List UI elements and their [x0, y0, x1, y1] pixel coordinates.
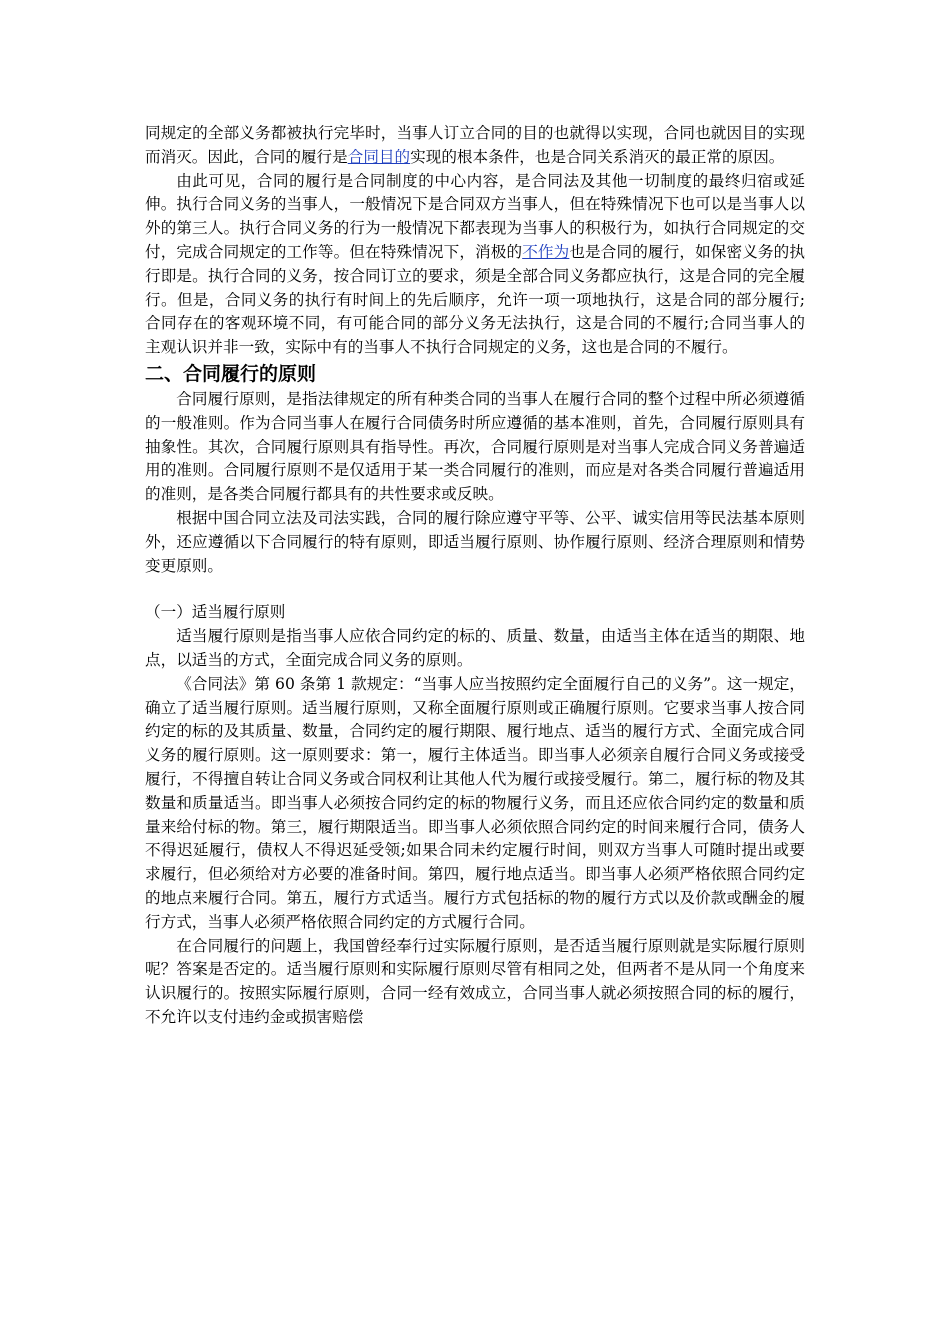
- paragraph-2: [145, 170, 805, 360]
- paragraph-3: 合同履行原则，是指法律规定的所有种类合同的当事人在履行合同的整个过程中所必须遵循的一般准则。作为合同当事人在履行合同债务时所应遵循的基本准则，首先，合同履行原则具有抽象性。其次，合同履行原则具有指导性。再次，合同履行原则是对当事人完成合同义务普遍适用的准则。合同履行原则不是仅适用于某一类合同履行的准则，而应是对各类合同履行普遍适用的准则，是各类合同履行都具有的共性要求或反映。: [145, 389, 805, 504]
- paragraph-2-text-b: 也是合同的履行，如保密义务的执行即是。执行合同的义务，按合同订立的要求，须是全部合同义务都应执行，这是合同的完全履行。但是，合同义务的执行有时间上的先后顺序，允许一项一项地执行，这是合同的部分履行;合同存在的客观环境不同，有可能合同的部分义务无法执行，这是合同的不履行;合同当事人的主观认识并非一致，实际中有的当事人不执行合同规定的义务，这也是合同的不履行。: [145, 242, 805, 357]
- document-page: [145, 122, 805, 1030]
- link-omission[interactable]: 不作为: [522, 242, 570, 261]
- paragraph-4: 根据中国合同立法及司法实践，合同的履行除应遵守平等、公平、诚实信用等民法基本原则外，还应遵循以下合同履行的特有原则，即适当履行原则、协作履行原则、经济合理原则和情势变更原则。: [145, 508, 805, 575]
- paragraph-1-text-a: 同规定的全部义务都被执行完毕时，当事人订立合同的目的也就得以实现，合同也就因目的实现而消灭。因此，合同的履行是: [145, 124, 805, 166]
- section-heading: 二、合同履行的原则: [145, 362, 317, 385]
- paragraph-2-text-a: 由此可见，合同的履行是合同制度的中心内容，是合同法及其他一切制度的最终归宿或延伸。执行合同义务的当事人，一般情况下是合同双方当事人，但在特殊情况下也可以是当事人以外的第三人。执行合同义务的行为一般情况下都表现为当事人的积极行为，如执行合同规定的交付，完成合同规定的工作等。但在特殊情况下，消极的: [145, 171, 805, 261]
- paragraph-1-text-b: 实现的根本条件，也是合同关系消灭的最正常的原因。: [410, 147, 785, 166]
- paragraph-6: 《合同法》第 60 条第 1 款规定：“当事人应当按照约定全面履行自己的义务”。这一规定，确立了适当履行原则。适当履行原则，又称全面履行原则或正确履行原则。它要求当事人按合同约定的标的及其质量、数量，合同约定的履行期限、履行地点、适当的履行方式、全面完成合同义务的履行原则。这一原则要求：第一，履行主体适当。即当事人必须亲自履行合同义务或接受履行，不得擅自转让合同义务或合同权利让其他人代为履行或接受履行。第二，履行标的物及其数量和质量适当。即当事人必须按合同约定的标的物履行义务，而且还应依合同约定的数量和质量来给付标的物。第三，履行期限适当。即当事人必须依照合同约定的时间来履行合同，债务人不得迟延履行，债权人不得迟延受领;如果合同未约定履行时间，则双方当事人可随时提出或要求履行，但必须给对方必要的准备时间。第四，履行地点适当。即当事人必须严格依照合同约定的地点来履行合同。第五，履行方式适当。履行方式包括标的物的履行方式以及价款或酬金的履行方式，当事人必须严格依照合同约定的方式履行合同。: [145, 674, 805, 931]
- paragraph-1: [145, 122, 805, 170]
- subsection-heading: （一）适当履行原则: [145, 603, 286, 622]
- paragraph-5: 适当履行原则是指当事人应依合同约定的标的、质量、数量，由适当主体在适当的期限、地点，以适当的方式，全面完成合同义务的原则。: [145, 627, 805, 669]
- paragraph-7: 在合同履行的问题上，我国曾经奉行过实际履行原则，是否适当履行原则就是实际履行原则呢？答案是否定的。适当履行原则和实际履行原则尽管有相同之处，但两者不是从同一个角度来认识履行的。按照实际履行原则，合同一经有效成立，合同当事人就必须按照合同的标的履行，不允许以支付违约金或损害赔偿: [145, 936, 805, 1026]
- link-contract-purpose[interactable]: 合同目的: [347, 147, 411, 166]
